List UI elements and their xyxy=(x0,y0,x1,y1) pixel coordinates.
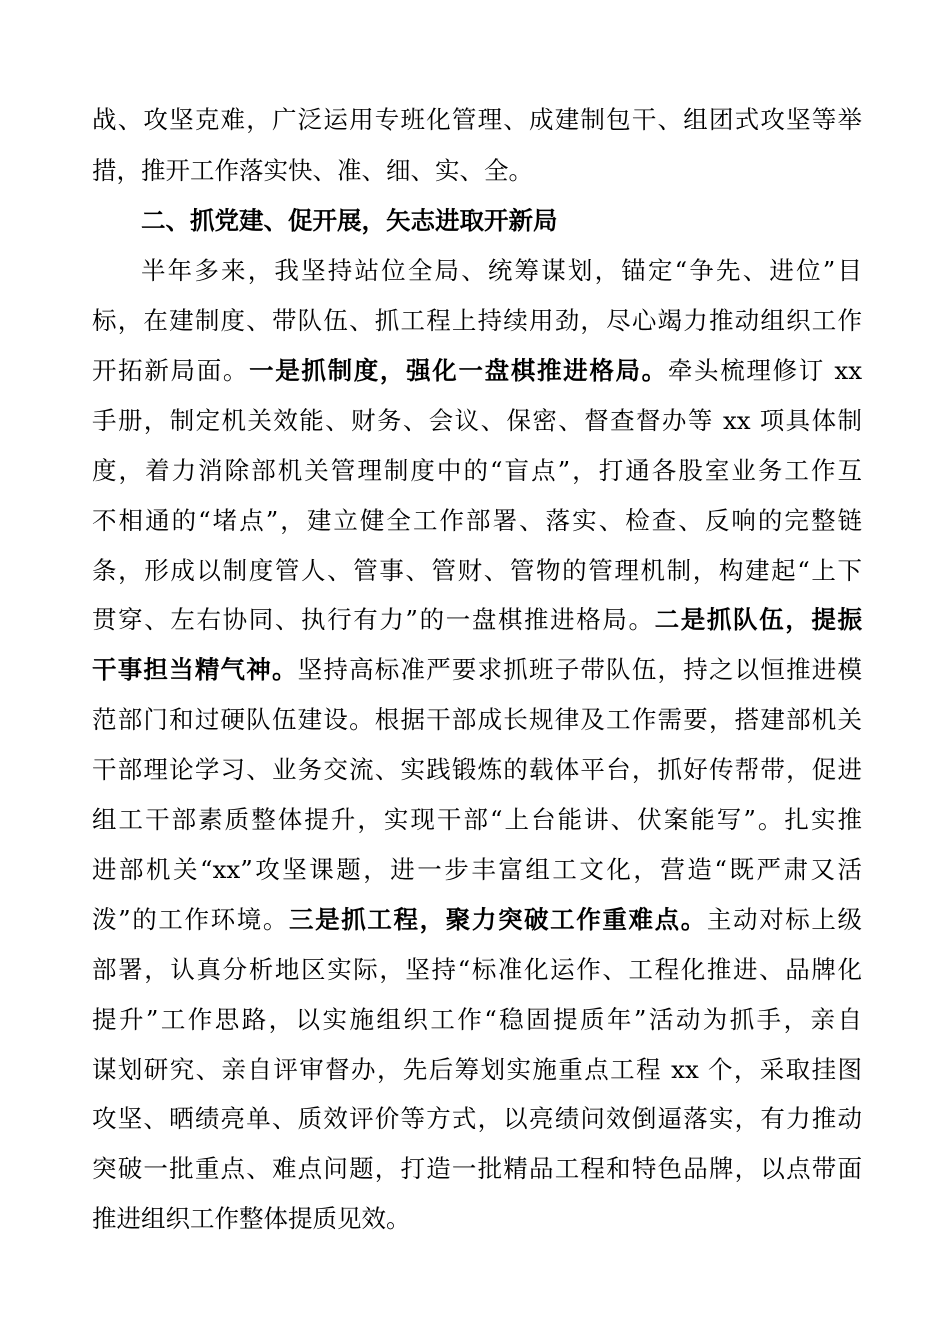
text-run: 进部机关“xx”攻坚课题，进一步丰富组工文化，营造“既严肃又活 xyxy=(92,855,862,884)
text-line-9 xyxy=(92,502,862,540)
text-run: 战、攻坚克难，广泛运用专班化管理、成建制包干、组团式攻坚等举 xyxy=(92,105,862,134)
text-run: 条，形成以制度管人、管事、管财、管物的管理机制，构建起“上下 xyxy=(92,556,862,585)
text-run: 范部门和过硬队伍建设。根据干部成长规律及工作需要，搭建部机关 xyxy=(92,705,862,734)
text-run: 推进组织工作整体提质见效。 xyxy=(92,1204,411,1233)
text-line-21 xyxy=(92,1100,862,1138)
text-line-8 xyxy=(92,452,862,490)
text-run: 开拓新局面。 xyxy=(92,356,250,385)
text-run: 干部理论学习、业务交流、实践锻炼的载体平台，抓好传帮带，促进 xyxy=(92,755,862,784)
text-line-13 xyxy=(92,701,862,739)
section-heading xyxy=(141,202,558,240)
text-run: 牵头梳理修订 xx xyxy=(667,356,863,385)
text-line-6 xyxy=(92,352,862,390)
text-run: 措，推开工作落实快、准、细、实、全。 xyxy=(92,156,533,185)
text-run: 部署，认真分析地区实际，坚持“标准化运作、工程化推进、品牌化 xyxy=(92,955,862,984)
text-line-11 xyxy=(92,601,862,639)
text-line-14 xyxy=(92,751,862,789)
text-line-10 xyxy=(92,552,862,590)
text-run: 手册，制定机关效能、财务、会议、保密、督查督办等 xx 项具体制 xyxy=(92,406,862,435)
text-line-16 xyxy=(92,851,862,889)
text-line-12 xyxy=(92,651,862,689)
text-line-5 xyxy=(92,302,862,340)
text-run: 标，在建制度、带队伍、抓工程上持续用劲，尽心竭力推动组织工作 xyxy=(92,306,862,335)
bold-point-2-start: 二是抓队伍，提振 xyxy=(654,605,862,634)
text-line-1 xyxy=(92,101,862,139)
text-line-19 xyxy=(92,1001,862,1039)
bold-point-2-end: 干事担当精气神。 xyxy=(92,655,298,684)
bold-point-3: 三是抓工程，聚力突破工作重难点。 xyxy=(288,905,707,934)
text-run: 组工干部素质整体提升，实现干部“上台能讲、伏案能写”。扎实推 xyxy=(92,805,862,834)
text-line-20 xyxy=(92,1051,862,1089)
text-run: 主动对标上级 xyxy=(706,905,863,934)
bold-point-1: 一是抓制度，强化一盘棋推进格局。 xyxy=(249,356,668,385)
text-line-7 xyxy=(92,402,862,440)
text-line-17 xyxy=(92,901,862,939)
text-line-18 xyxy=(92,951,862,989)
text-line-15 xyxy=(92,801,862,839)
text-run: 谋划研究、亲自评审督办，先后筹划实施重点工程 xx 个，采取挂图 xyxy=(92,1055,862,1084)
text-run: 突破一批重点、难点问题，打造一批精品工程和特色品牌，以点带面 xyxy=(92,1154,862,1183)
text-run: 攻坚、晒绩亮单、质效评价等方式，以亮绩问效倒逼落实，有力推动 xyxy=(92,1104,862,1133)
text-line-2 xyxy=(92,152,862,190)
heading-text: 二、抓党建、促开展，矢志进取开新局 xyxy=(141,206,558,235)
text-run: 坚持高标准严要求抓班子带队伍，持之以恒推进模 xyxy=(297,655,862,684)
text-run: 提升”工作思路，以实施组织工作“稳固提质年”活动为抓手，亲自 xyxy=(92,1005,862,1034)
text-run: 贯穿、左右协同、执行有力”的一盘棋推进格局。 xyxy=(92,605,655,634)
text-run: 泼”的工作环境。 xyxy=(92,905,289,934)
text-run: 不相通的“堵点”，建立健全工作部署、落实、检查、反响的完整链 xyxy=(92,506,862,535)
text-run: 度，着力消除部机关管理制度中的“盲点”，打通各股室业务工作互 xyxy=(92,456,862,485)
text-line-23 xyxy=(92,1200,862,1238)
text-run: 半年多来，我坚持站位全局、统筹谋划，锚定“争先、进位”目 xyxy=(141,256,862,285)
text-line-4 xyxy=(141,252,862,290)
text-line-22 xyxy=(92,1150,862,1188)
